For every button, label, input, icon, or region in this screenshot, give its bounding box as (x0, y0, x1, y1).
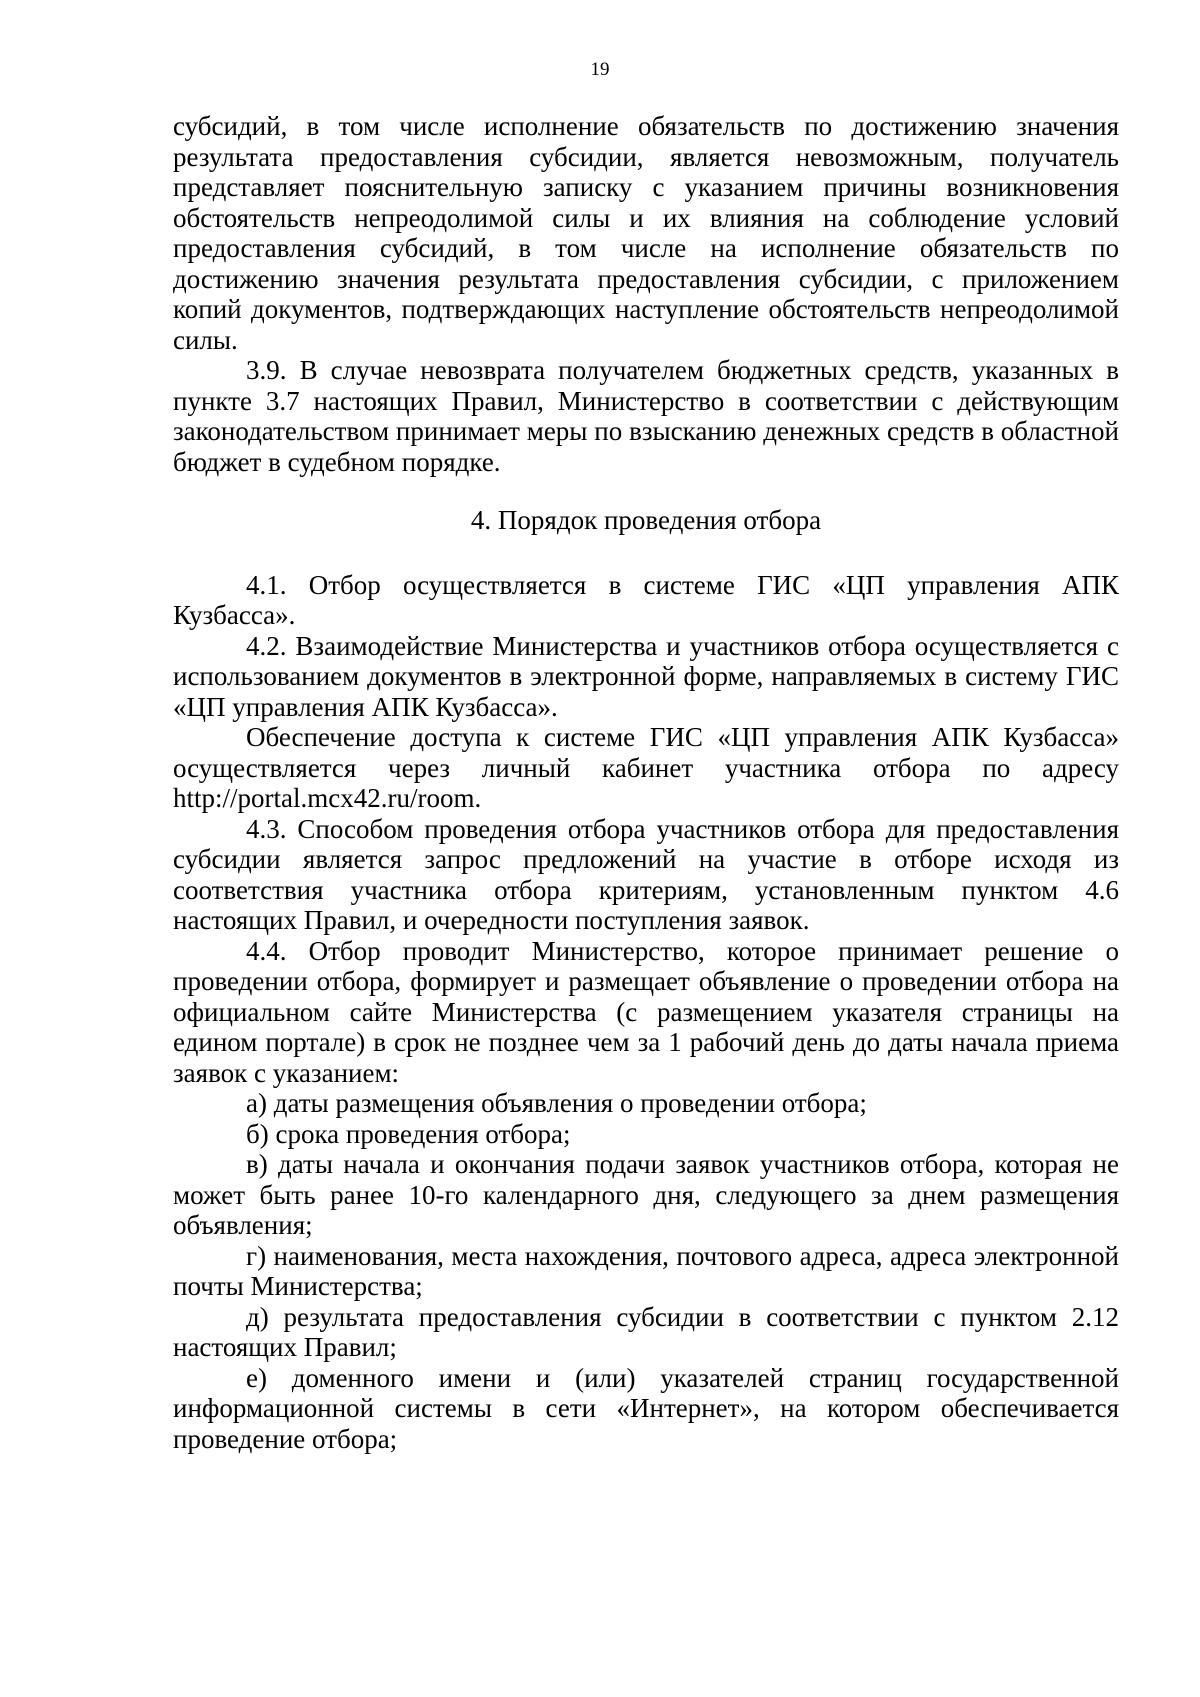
paragraph-4-1: 4.1. Отбор осуществляется в системе ГИС «ЦП управления АПК Кузбасса». (173, 569, 1119, 630)
list-item-v: в) даты начала и окончания подачи заявок участников отбора, которая не может быть ранее 10-го календарного дня, следующего за днем размещения объявления; (173, 1149, 1119, 1240)
paragraph-3-9: 3.9. В случае невозврата получателем бюджетных средств, указанных в пункте 3.7 настоящих Правил, Министерство в соответствии с действующим законодательством принимает меры по взысканию денежных средств в областной бюджет в судебном порядке. (173, 355, 1119, 477)
paragraph-4-2: 4.2. Взаимодействие Министерства и участников отбора осуществляется с использованием документов в электронной форме, направляемых в систему ГИС «ЦП управления АПК Кузбасса». (173, 630, 1119, 722)
list-item-e: е) доменного имени и (или) указателей страниц государственной информационной системы в сети «Интернет», на котором обеспечивается проведение отбора; (173, 1362, 1119, 1454)
paragraph-continuation: субсидий, в том числе исполнение обязательств по достижению значения результата предоставления субсидии, является невозможным, получатель представляет пояснительную записку с указанием причины возникновения обстоятельств непреодолимой силы и их влияния на соблюдение условий предоставления субсидий, в том числе на исполнение обязательств по достижению значения результата предоставления субсидии, с приложением копий документов, подтверждающих наступление обстоятельств непреодолимой силы. (173, 111, 1119, 355)
list-item-a: а) даты размещения объявления о проведении отбора; (246, 1088, 867, 1118)
paragraph-access: Обеспечение доступа к системе ГИС «ЦП управления АПК Кузбасса» осуществляется через личный кабинет участника отбора по адресу http://portal.mcx42.ru/room. (173, 722, 1119, 813)
page-number: 19 (590, 59, 610, 80)
list-item-b: б) срока проведения отбора; (246, 1118, 571, 1149)
section-heading: 4. Порядок проведения отбора (470, 505, 822, 535)
paragraph-4-4: 4.4. Отбор проводит Министерство, которое принимает решение о проведении отбора, формирует и размещает объявление о проведении отбора на официальном сайте Министерства (с размещением указателя страницы на едином портале) в срок не позднее чем за 1 рабочий день до даты начала приема заявок с указанием: (173, 935, 1119, 1088)
document-body (173, 111, 1119, 1454)
list-item-d: д) результата предоставления субсидии в соответствии с пунктом 2.12 настоящих Правил; (173, 1301, 1119, 1362)
list-item-g: г) наименования, места нахождения, почтового адреса, адреса электронной почты Министерства; (173, 1240, 1119, 1301)
paragraph-4-3: 4.3. Способом проведения отбора участников отбора для предоставления субсидии является запрос предложений на участие в отборе исходя из соответствия участника отбора критериям, установленным пунктом 4.6 настоящих Правил, и очередности поступления заявок. (173, 813, 1119, 935)
